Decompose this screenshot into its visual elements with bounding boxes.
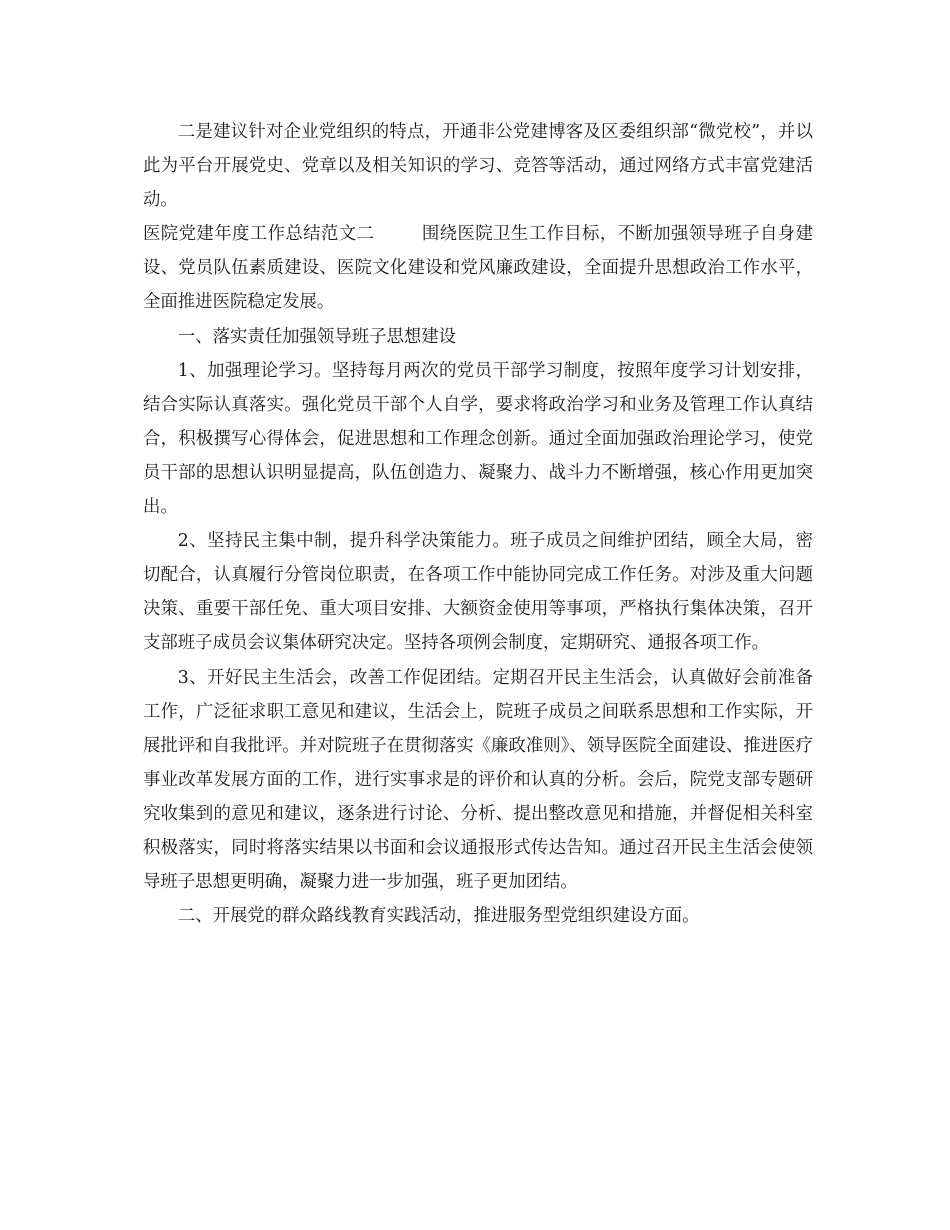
section-heading-1: 一、落实责任加强领导班子思想建设 xyxy=(177,326,457,347)
paragraph-proposal: 二是建议针对企业党组织的特点，开通非公党建博客及区委组织部“微党校”，并以此为平台开展党史、党章以及相关知识的学习、竞答等活动，通过网络方式丰富党建活动。 xyxy=(143,122,813,211)
paragraph-item-1: 1、加强理论学习。坚持每月两次的党员干部学习制度，按照年度学习计划安排，结合实际认真落实。强化党员干部个人自学，要求将政治学习和业务及管理工作认真结合，积极撰写心得体会，促进思想和工作理念创新。通过全面加强政治理论学习，使党员干部的思想认识明显提高，队伍创造力、凝聚力、战斗力不断增强，核心作用更加突出。 xyxy=(143,360,813,518)
intro-text: 围绕医院卫生工作目标，不断加强领导班子自身建设、党员队伍素质建设、医院文化建设和党风廉政建设，全面提升思想政治工作水平，全面推进医院稳定发展。 xyxy=(143,224,813,313)
document-body xyxy=(143,115,813,933)
paragraph-item-2: 2、坚持民主集中制，提升科学决策能力。班子成员之间维护团结，顾全大局，密切配合，认真履行分管岗位职责，在各项工作中能协同完成工作任务。对涉及重大问题决策、重要干部任免、重大项目安排、大额资金使用等事项，严格执行集体决策，召开支部班子成员会议集体研究决定。坚持各项例会制度，定期研究、通报各项工作。 xyxy=(143,531,813,654)
paragraph-item-3: 3、开好民主生活会，改善工作促团结。定期召开民主生活会，认真做好会前准备工作，广泛征求职工意见和建议，生活会上，院班子成员之间联系思想和工作实际，开展批评和自我批评。并对院班子在贯彻落实《廉政准则》、领导医院全面建设、推进医疗事业改革发展方面的工作，进行实事求是的评价和认真的分析。会后，院党支部专题研究收集到的意见和建议，逐条进行讨论、分析、提出整改意见和措施，并督促相关科室积极落实，同时将落实结果以书面和会议通报形式传达告知。通过召开民主生活会使领导班子思想更明确，凝聚力进一步加强，班子更加团结。 xyxy=(143,667,813,893)
document-title: 医院党建年度工作总结范文二 xyxy=(143,224,375,245)
section-heading-2: 二、开展党的群众路线教育实践活动，推进服务型党组织建设方面。 xyxy=(177,906,700,927)
title-and-intro xyxy=(143,217,813,319)
